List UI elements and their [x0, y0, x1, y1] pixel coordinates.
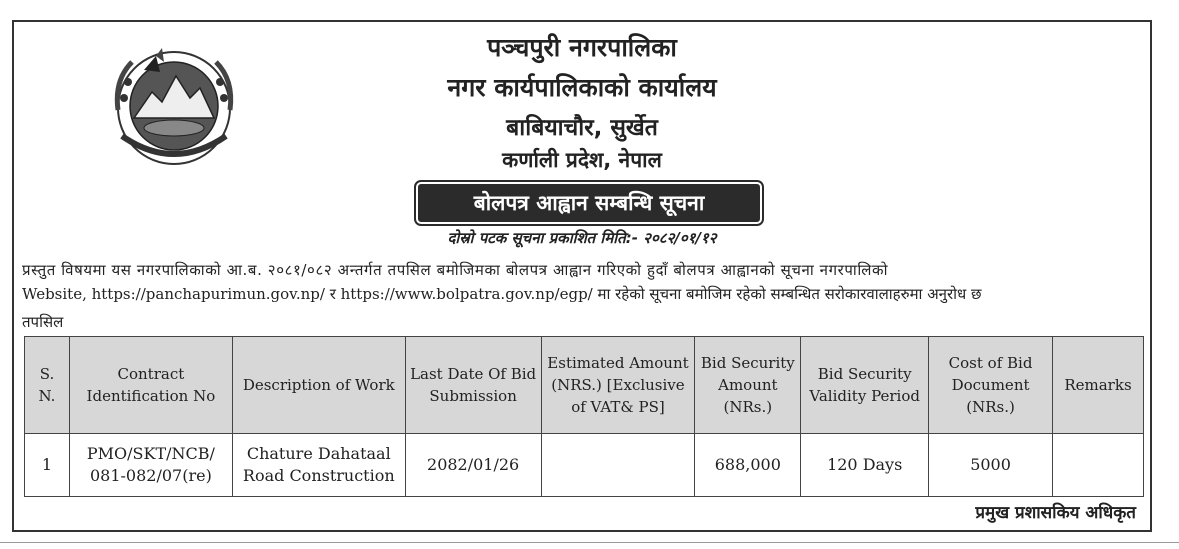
column-header: S. N.	[25, 337, 70, 434]
office-name: नगर कार्यपालिकाको कार्यालय	[447, 73, 717, 102]
cell-remarks	[1053, 434, 1144, 497]
notice-body-line-2-rest: मा रहेको सूचना बमोजिम रहेको सम्बन्धित सरोकारवालाहरुमा अनुरोध छ	[592, 285, 982, 303]
notice-title: बोलपत्र आह्वान सम्बन्धि सूचना	[418, 184, 760, 222]
cell-last-date: 2082/01/26	[405, 434, 541, 497]
column-header: Cost of Bid Document (NRs.)	[929, 337, 1053, 434]
cell-bid-security-amount: 688,000	[695, 434, 801, 497]
publication-date: दोस्रो पटक सूचना प्रकाशित मिति:- २०८२/०१/१२	[447, 229, 717, 247]
cell-contract-id: PMO/SKT/NCB/ 081-082/07(re)	[69, 434, 232, 497]
signatory-title: प्रमुख प्रशासकिय अधिकृत	[975, 503, 1136, 523]
column-header: Description of Work	[232, 337, 405, 434]
notice-body-websites: Website, https://panchapurimun.gov.np/ र https://www.bolpatra.gov.np/egp/	[22, 285, 593, 303]
column-header: Contract Identification No	[69, 337, 232, 434]
column-header: Estimated Amount (NRS.) [Exclusive of VAT& PS]	[541, 337, 695, 434]
column-header: Bid Security Amount (NRs.)	[695, 337, 801, 434]
tender-notice	[12, 20, 1152, 532]
table-header-row	[25, 337, 1144, 434]
cell-estimated-amount	[541, 434, 695, 497]
notice-body-line-2	[22, 284, 1144, 304]
cell-document-cost: 5000	[929, 434, 1053, 497]
office-address: बाबियाचौर, सुर्खेत	[506, 115, 658, 141]
divider	[0, 542, 1179, 543]
column-header: Last Date Of Bid Submission	[405, 337, 541, 434]
column-header: Remarks	[1053, 337, 1144, 434]
notice-body-line-1: प्रस्तुत विषयमा यस नगरपालिकाको आ.ब. २०८१/०८२ अन्तर्गत तपसिल बमोजिमका बोलपत्र आह्वान गरिएको हुदाँ बोलपत्र आह्वानको सूचना नगरपालिको	[22, 261, 889, 279]
cell-sn: 1	[25, 434, 70, 497]
tender-table	[24, 336, 1144, 497]
municipality-name: पञ्चपुरी नगरपालिका	[487, 33, 677, 62]
column-header: Bid Security Validity Period	[801, 337, 929, 434]
cell-description: Chature Dahataal Road Construction	[232, 434, 405, 497]
cell-validity-period: 120 Days	[801, 434, 929, 497]
table-row	[25, 434, 1144, 497]
notice-body-line-3: तपसिल	[22, 313, 64, 331]
province-country: कर्णाली प्रदेश, नेपाल	[502, 148, 662, 172]
